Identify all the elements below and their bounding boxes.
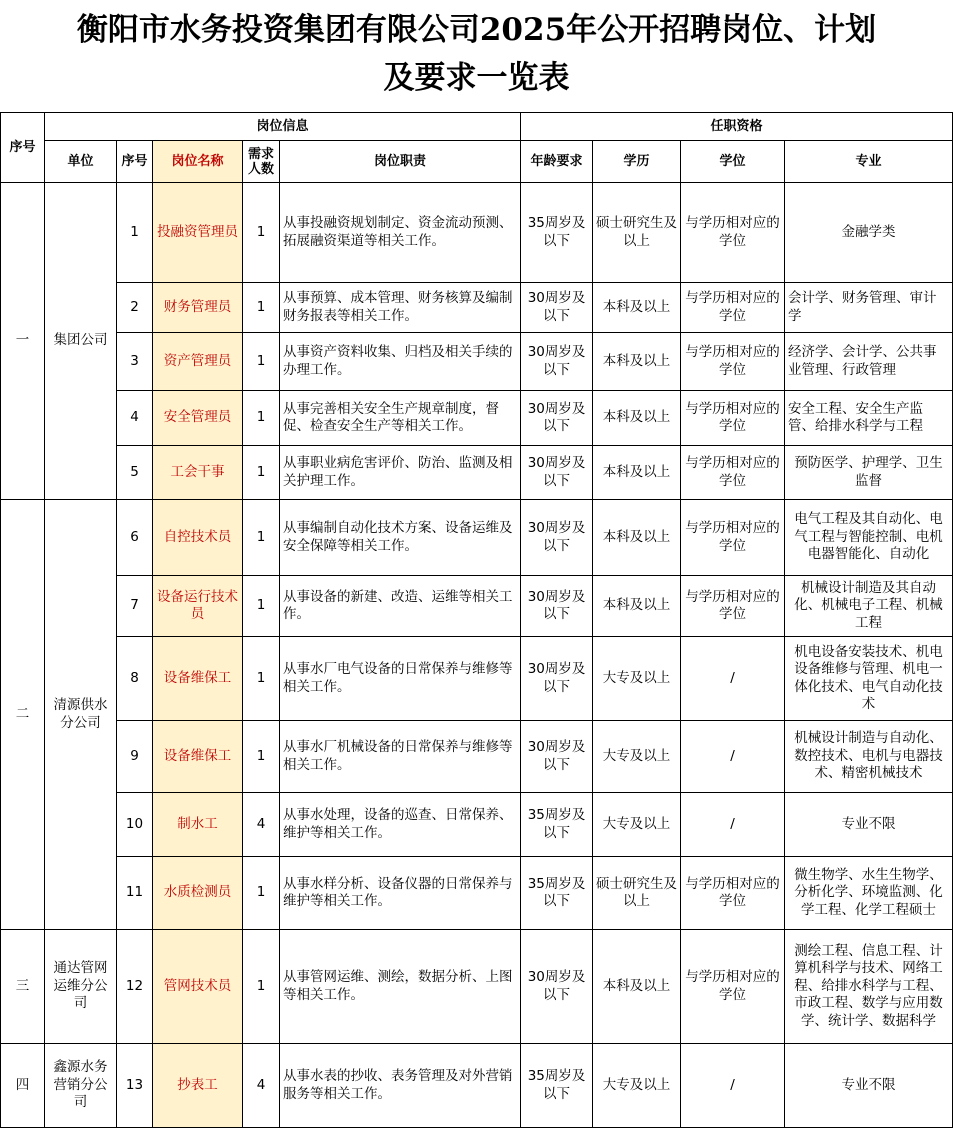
row-count: 1: [243, 333, 280, 391]
row-edu: 硕士研究生及以上: [593, 183, 681, 283]
row-num: 9: [117, 721, 153, 793]
row-age: 30周岁及以下: [521, 446, 593, 500]
row-duty: 从事预算、成本管理、财务核算及编制财务报表等相关工作。: [280, 283, 521, 333]
row-duty: 从事资产资料收集、归档及相关手续的办理工作。: [280, 333, 521, 391]
row-num: 6: [117, 500, 153, 576]
row-major: 微生物学、水生生物学、分析化学、环境监测、化学工程、化学工程硕士: [785, 857, 953, 930]
header-duty: 岗位职责: [280, 141, 521, 183]
table-row: [1, 637, 953, 721]
row-duty: 从事水厂机械设备的日常保养与维修等相关工作。: [280, 721, 521, 793]
row-edu: 本科及以上: [593, 391, 681, 446]
row-post: 资产管理员: [153, 333, 243, 391]
row-post: 工会干事: [153, 446, 243, 500]
header-age: 年龄要求: [521, 141, 593, 183]
header-unit: 单位: [45, 141, 117, 183]
row-post: 财务管理员: [153, 283, 243, 333]
page-title: [0, 6, 953, 102]
row-edu: 本科及以上: [593, 333, 681, 391]
row-degree: 与学历相对应的学位: [681, 283, 785, 333]
table-row: [1, 721, 953, 793]
row-edu: 本科及以上: [593, 500, 681, 576]
table-row: [1, 857, 953, 930]
row-post: 水质检测员: [153, 857, 243, 930]
table-row: [1, 446, 953, 500]
row-major: 机械设计制造及其自动化、机械电子工程、机械工程: [785, 576, 953, 637]
row-age: 30周岁及以下: [521, 930, 593, 1044]
row-edu: 本科及以上: [593, 283, 681, 333]
row-edu: 本科及以上: [593, 576, 681, 637]
table-row: [1, 500, 953, 576]
row-age: 30周岁及以下: [521, 500, 593, 576]
header-major: 专业: [785, 141, 953, 183]
row-degree: /: [681, 637, 785, 721]
group-unit: 鑫源水务营销分公司: [45, 1044, 117, 1128]
row-num: 2: [117, 283, 153, 333]
row-post: 设备运行技术员: [153, 576, 243, 637]
recruitment-table: [0, 112, 953, 1128]
row-num: 11: [117, 857, 153, 930]
table-row: [1, 391, 953, 446]
table-row: [1, 333, 953, 391]
row-duty: 从事水样分析、设备仪器的日常保养与维护等相关工作。: [280, 857, 521, 930]
row-count: 1: [243, 576, 280, 637]
row-edu: 大专及以上: [593, 793, 681, 857]
row-post: 安全管理员: [153, 391, 243, 446]
row-count: 1: [243, 500, 280, 576]
header-count: 需求人数: [243, 141, 280, 183]
row-duty: 从事完善相关安全生产规章制度，督促、检查安全生产等相关工作。: [280, 391, 521, 446]
group-seq: 三: [1, 930, 45, 1044]
row-edu: 本科及以上: [593, 930, 681, 1044]
row-duty: 从事设备的新建、改造、运维等相关工作。: [280, 576, 521, 637]
row-degree: /: [681, 1044, 785, 1128]
row-major: 安全工程、安全生产监管、给排水科学与工程: [785, 391, 953, 446]
row-count: 1: [243, 446, 280, 500]
row-major: 预防医学、护理学、卫生监督: [785, 446, 953, 500]
table-row: [1, 576, 953, 637]
header-post: 岗位名称: [153, 141, 243, 183]
row-major: 金融学类: [785, 183, 953, 283]
row-major: 测绘工程、信息工程、计算机科学与技术、网络工程、给排水科学与工程、市政工程、数学与应用数学、统计学、数据科学: [785, 930, 953, 1044]
row-edu: 大专及以上: [593, 637, 681, 721]
row-count: 1: [243, 283, 280, 333]
row-duty: 从事水处理，设备的巡查、日常保养、维护等相关工作。: [280, 793, 521, 857]
row-num: 10: [117, 793, 153, 857]
row-num: 12: [117, 930, 153, 1044]
title-line-1: 衡阳市水务投资集团有限公司2025年公开招聘岗位、计划: [76, 12, 877, 48]
row-duty: 从事水表的抄收、表务管理及对外营销服务等相关工作。: [280, 1044, 521, 1128]
row-duty: 从事编制自动化技术方案、设备运维及安全保障等相关工作。: [280, 500, 521, 576]
group-seq: 二: [1, 500, 45, 930]
row-post: 制水工: [153, 793, 243, 857]
row-degree: 与学历相对应的学位: [681, 930, 785, 1044]
row-age: 35周岁及以下: [521, 793, 593, 857]
header-group-requirements: 任职资格: [521, 113, 953, 141]
row-major: 专业不限: [785, 1044, 953, 1128]
header-group-post: 岗位信息: [45, 113, 521, 141]
row-major: 电气工程及其自动化、电气工程与智能控制、电机电器智能化、自动化: [785, 500, 953, 576]
row-post: 设备维保工: [153, 721, 243, 793]
header-degree: 学位: [681, 141, 785, 183]
table-row: [1, 930, 953, 1044]
row-edu: 大专及以上: [593, 721, 681, 793]
row-age: 30周岁及以下: [521, 576, 593, 637]
row-duty: 从事管网运维、测绘，数据分析、上图等相关工作。: [280, 930, 521, 1044]
table-row: [1, 283, 953, 333]
row-num: 5: [117, 446, 153, 500]
row-major: 会计学、财务管理、审计学: [785, 283, 953, 333]
row-post: 管网技术员: [153, 930, 243, 1044]
row-degree: 与学历相对应的学位: [681, 857, 785, 930]
title-line-2: 及要求一览表: [383, 60, 570, 96]
row-num: 13: [117, 1044, 153, 1128]
row-num: 7: [117, 576, 153, 637]
row-degree: 与学历相对应的学位: [681, 183, 785, 283]
group-seq: 一: [1, 183, 45, 500]
row-count: 1: [243, 183, 280, 283]
row-num: 3: [117, 333, 153, 391]
table-row: [1, 793, 953, 857]
row-degree: 与学历相对应的学位: [681, 391, 785, 446]
row-post: 自控技术员: [153, 500, 243, 576]
row-major: 专业不限: [785, 793, 953, 857]
row-num: 4: [117, 391, 153, 446]
row-post: 设备维保工: [153, 637, 243, 721]
header-edu: 学历: [593, 141, 681, 183]
row-duty: 从事水厂电气设备的日常保养与维修等相关工作。: [280, 637, 521, 721]
row-count: 1: [243, 721, 280, 793]
row-degree: 与学历相对应的学位: [681, 446, 785, 500]
row-count: 1: [243, 857, 280, 930]
row-count: 4: [243, 793, 280, 857]
row-major: 机械设计制造与自动化、数控技术、电机与电器技术、精密机械技术: [785, 721, 953, 793]
row-count: 1: [243, 637, 280, 721]
row-edu: 本科及以上: [593, 446, 681, 500]
row-age: 30周岁及以下: [521, 391, 593, 446]
row-age: 30周岁及以下: [521, 333, 593, 391]
row-major: 机电设备安装技术、机电设备维修与管理、机电一体化技术、电气自动化技术: [785, 637, 953, 721]
row-degree: /: [681, 721, 785, 793]
row-age: 35周岁及以下: [521, 183, 593, 283]
table-row: [1, 183, 953, 283]
group-unit: 通达管网运维分公司: [45, 930, 117, 1044]
header-num: 序号: [117, 141, 153, 183]
row-degree: 与学历相对应的学位: [681, 500, 785, 576]
row-age: 30周岁及以下: [521, 721, 593, 793]
row-degree: 与学历相对应的学位: [681, 333, 785, 391]
row-duty: 从事职业病危害评价、防治、监测及相关护理工作。: [280, 446, 521, 500]
row-post: 投融资管理员: [153, 183, 243, 283]
row-num: 8: [117, 637, 153, 721]
group-unit: 集团公司: [45, 183, 117, 500]
row-num: 1: [117, 183, 153, 283]
row-degree: /: [681, 793, 785, 857]
row-major: 经济学、会计学、公共事业管理、行政管理: [785, 333, 953, 391]
row-count: 1: [243, 930, 280, 1044]
table-row: [1, 1044, 953, 1128]
header-seq: 序号: [1, 113, 45, 183]
row-duty: 从事投融资规划制定、资金流动预测、拓展融资渠道等相关工作。: [280, 183, 521, 283]
row-age: 30周岁及以下: [521, 637, 593, 721]
row-edu: 大专及以上: [593, 1044, 681, 1128]
row-age: 30周岁及以下: [521, 283, 593, 333]
group-seq: 四: [1, 1044, 45, 1128]
row-count: 4: [243, 1044, 280, 1128]
row-degree: 与学历相对应的学位: [681, 576, 785, 637]
row-edu: 硕士研究生及以上: [593, 857, 681, 930]
row-age: 35周岁及以下: [521, 1044, 593, 1128]
row-count: 1: [243, 391, 280, 446]
row-post: 抄表工: [153, 1044, 243, 1128]
group-unit: 清源供水分公司: [45, 500, 117, 930]
row-age: 35周岁及以下: [521, 857, 593, 930]
